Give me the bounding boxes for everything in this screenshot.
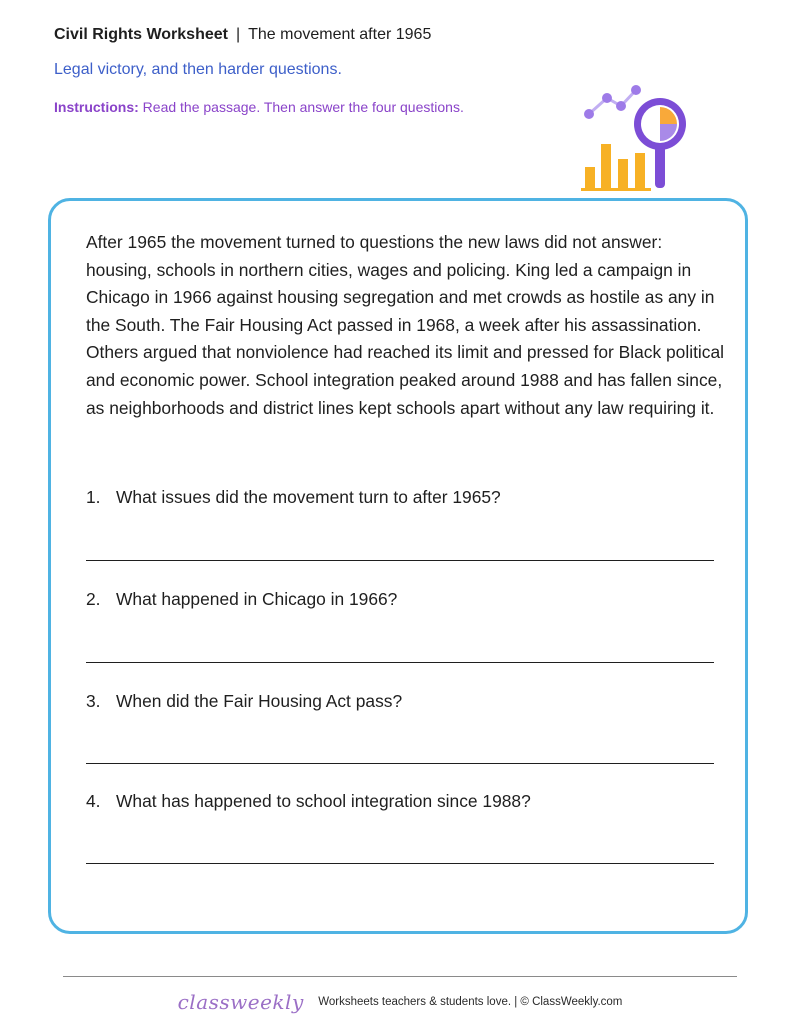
question-2	[86, 589, 397, 610]
question-4	[86, 791, 531, 812]
instructions-text: Read the passage. Then answer the four questions.	[142, 99, 464, 115]
answer-line-3[interactable]	[86, 763, 714, 764]
question-text: When did the Fair Housing Act pass?	[116, 691, 403, 711]
question-text: What issues did the movement turn to after 1965?	[116, 487, 501, 507]
worksheet-topic: The movement after 1965	[248, 26, 432, 43]
title-separator: |	[235, 26, 241, 43]
answer-line-4[interactable]	[86, 863, 714, 864]
instructions-label: Instructions:	[54, 99, 139, 115]
footer-tagline: Worksheets teachers & students love. | © ClassWeekly.com	[318, 996, 623, 1008]
instructions	[54, 99, 464, 115]
reading-passage: After 1965 the movement turned to questions the new laws did not answer: housing, schools in northern cities, wages and policing. King led a campaign in Chicago in 1966 against housing segregation and met crowds as hostile as any in the South. The Fair Housing Act passed in 1968, a week after his assassination. Others argued that nonviolence had reached its limit and pressed for Black political and economic power. School integration peaked around 1988 and has fallen since, as neighborhoods and district lines kept schools apart without any law requiring it.	[86, 232, 725, 418]
question-text: What has happened to school integration since 1988?	[116, 791, 531, 811]
question-3	[86, 691, 402, 712]
answer-line-1[interactable]	[86, 560, 714, 561]
worksheet-title: Civil Rights Worksheet	[54, 26, 228, 43]
question-number: 4.	[86, 791, 101, 811]
question-number: 3.	[86, 691, 101, 711]
answer-line-2[interactable]	[86, 662, 714, 663]
worksheet-subtitle: Legal victory, and then harder questions.	[54, 61, 342, 78]
question-1	[86, 487, 501, 508]
worksheet-header	[54, 26, 431, 44]
brand-logo: classweekly	[177, 990, 304, 1014]
question-number: 1.	[86, 487, 101, 507]
chart-magnifier-icon	[575, 80, 695, 195]
question-text: What happened in Chicago in 1966?	[116, 589, 398, 609]
question-number: 2.	[86, 589, 101, 609]
footer-divider	[63, 976, 737, 977]
footer	[0, 990, 800, 1014]
